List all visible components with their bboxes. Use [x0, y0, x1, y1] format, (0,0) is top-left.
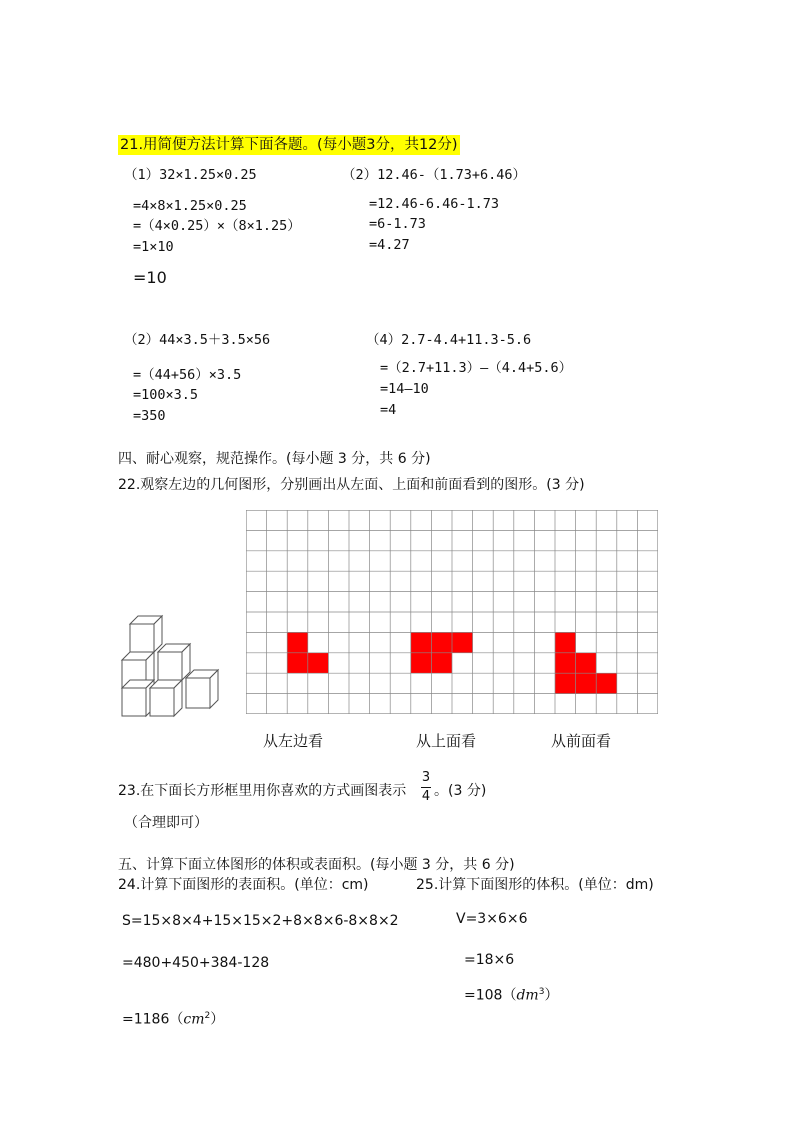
red-cell — [287, 653, 308, 673]
red-cell — [431, 632, 452, 652]
view-label-top: 从上面看 — [416, 732, 477, 750]
q24-result — [122, 1007, 224, 1029]
q21-p1-step: =1×10 — [133, 239, 174, 255]
q21-p3-step: =（44+56）×3.5 — [133, 367, 242, 383]
red-cell — [555, 653, 576, 673]
q24-close: ） — [210, 1011, 225, 1028]
q25-unit: dm — [516, 987, 539, 1004]
q25-step: V=3×6×6 — [456, 911, 528, 927]
red-cell — [596, 673, 617, 693]
q21-p2-step: =12.46-6.46-1.73 — [369, 196, 500, 212]
q23-title-end: 。(3 分) — [434, 783, 487, 799]
q23-title: 23.在下面长方形框里用你喜欢的方式画图表示 — [118, 783, 407, 799]
q21-p2-question: （2）12.46-（1.73+6.46） — [342, 167, 527, 183]
q23-fraction-denominator: 4 — [421, 789, 431, 804]
q21-p1-question: （1）32×1.25×0.25 — [124, 167, 257, 183]
q21-p3-step: =350 — [133, 408, 166, 424]
q21-p3-question: （2）44×3.5＋3.5×56 — [124, 332, 271, 348]
q21-p4-step: =（2.7+11.3）—（4.4+5.6） — [380, 360, 573, 376]
cube — [158, 644, 190, 680]
q23-fraction-numerator: 3 — [421, 770, 431, 785]
q22-title: 22.观察左边的几何图形，分别画出从左面、上面和前面看到的图形。(3 分) — [118, 477, 585, 493]
q24-step: S=15×8×4+15×15×2+8×8×6-8×8×2 — [122, 913, 399, 929]
view-label-front: 从前面看 — [551, 732, 612, 750]
q21-p4-step: =14—10 — [380, 381, 429, 397]
q23-note: （合理即可） — [124, 815, 208, 831]
q21-p1-step: =（4×0.25）×（8×1.25） — [133, 218, 301, 234]
red-cell — [555, 673, 576, 693]
q25-close: ） — [544, 987, 559, 1004]
q24-unit: cm — [183, 1011, 205, 1028]
q21-p3-step: =100×3.5 — [133, 387, 199, 403]
red-cell — [576, 673, 597, 693]
q24-result-value: =1186（ — [122, 1011, 184, 1028]
q21-p1-step: =4×8×1.25×0.25 — [133, 198, 247, 214]
red-cell — [287, 632, 308, 652]
q21-p4-step: =4 — [380, 402, 397, 418]
q24-unit-exponent: 2 — [204, 1011, 211, 1021]
q25-step: =18×6 — [464, 952, 515, 968]
q21-p2-step: =4.27 — [369, 237, 410, 253]
q25-unit-exponent: 3 — [538, 987, 545, 997]
red-cell — [576, 653, 597, 673]
q25-title: 25.计算下面图形的体积。(单位：dm) — [416, 877, 654, 893]
cube — [122, 680, 154, 716]
q24-step: =480+450+384-128 — [122, 955, 270, 971]
cube-stack-figure — [118, 608, 230, 720]
red-cell — [411, 653, 432, 673]
red-cell — [452, 632, 473, 652]
view-label-left: 从左边看 — [263, 732, 324, 750]
red-cell — [308, 653, 329, 673]
q21-p4-question: （4）2.7-4.4+11.3-5.6 — [366, 332, 532, 348]
cube — [186, 670, 218, 708]
section5-title: 五、计算下面立体图形的体积或表面积。(每小题 3 分，共 6 分) — [118, 857, 515, 873]
cube — [150, 680, 182, 716]
q24-title: 24.计算下面图形的表面积。(单位：cm) — [118, 877, 369, 893]
q23-fraction-bar — [421, 787, 431, 788]
section4-title: 四、耐心观察，规范操作。(每小题 3 分，共 6 分) — [118, 451, 431, 467]
q25-result-value: =108（ — [464, 987, 517, 1004]
cube — [130, 616, 162, 652]
q21-p1-step: =10 — [133, 268, 167, 287]
red-cell — [411, 632, 432, 652]
red-cell — [431, 653, 452, 673]
q21-p2-step: =6-1.73 — [369, 216, 426, 232]
q25-result — [464, 983, 558, 1005]
red-cell — [555, 632, 576, 652]
answer-grid — [246, 510, 658, 714]
q21-title: 21.用简便方法计算下面各题。(每小题3分，共12分) — [120, 137, 458, 153]
